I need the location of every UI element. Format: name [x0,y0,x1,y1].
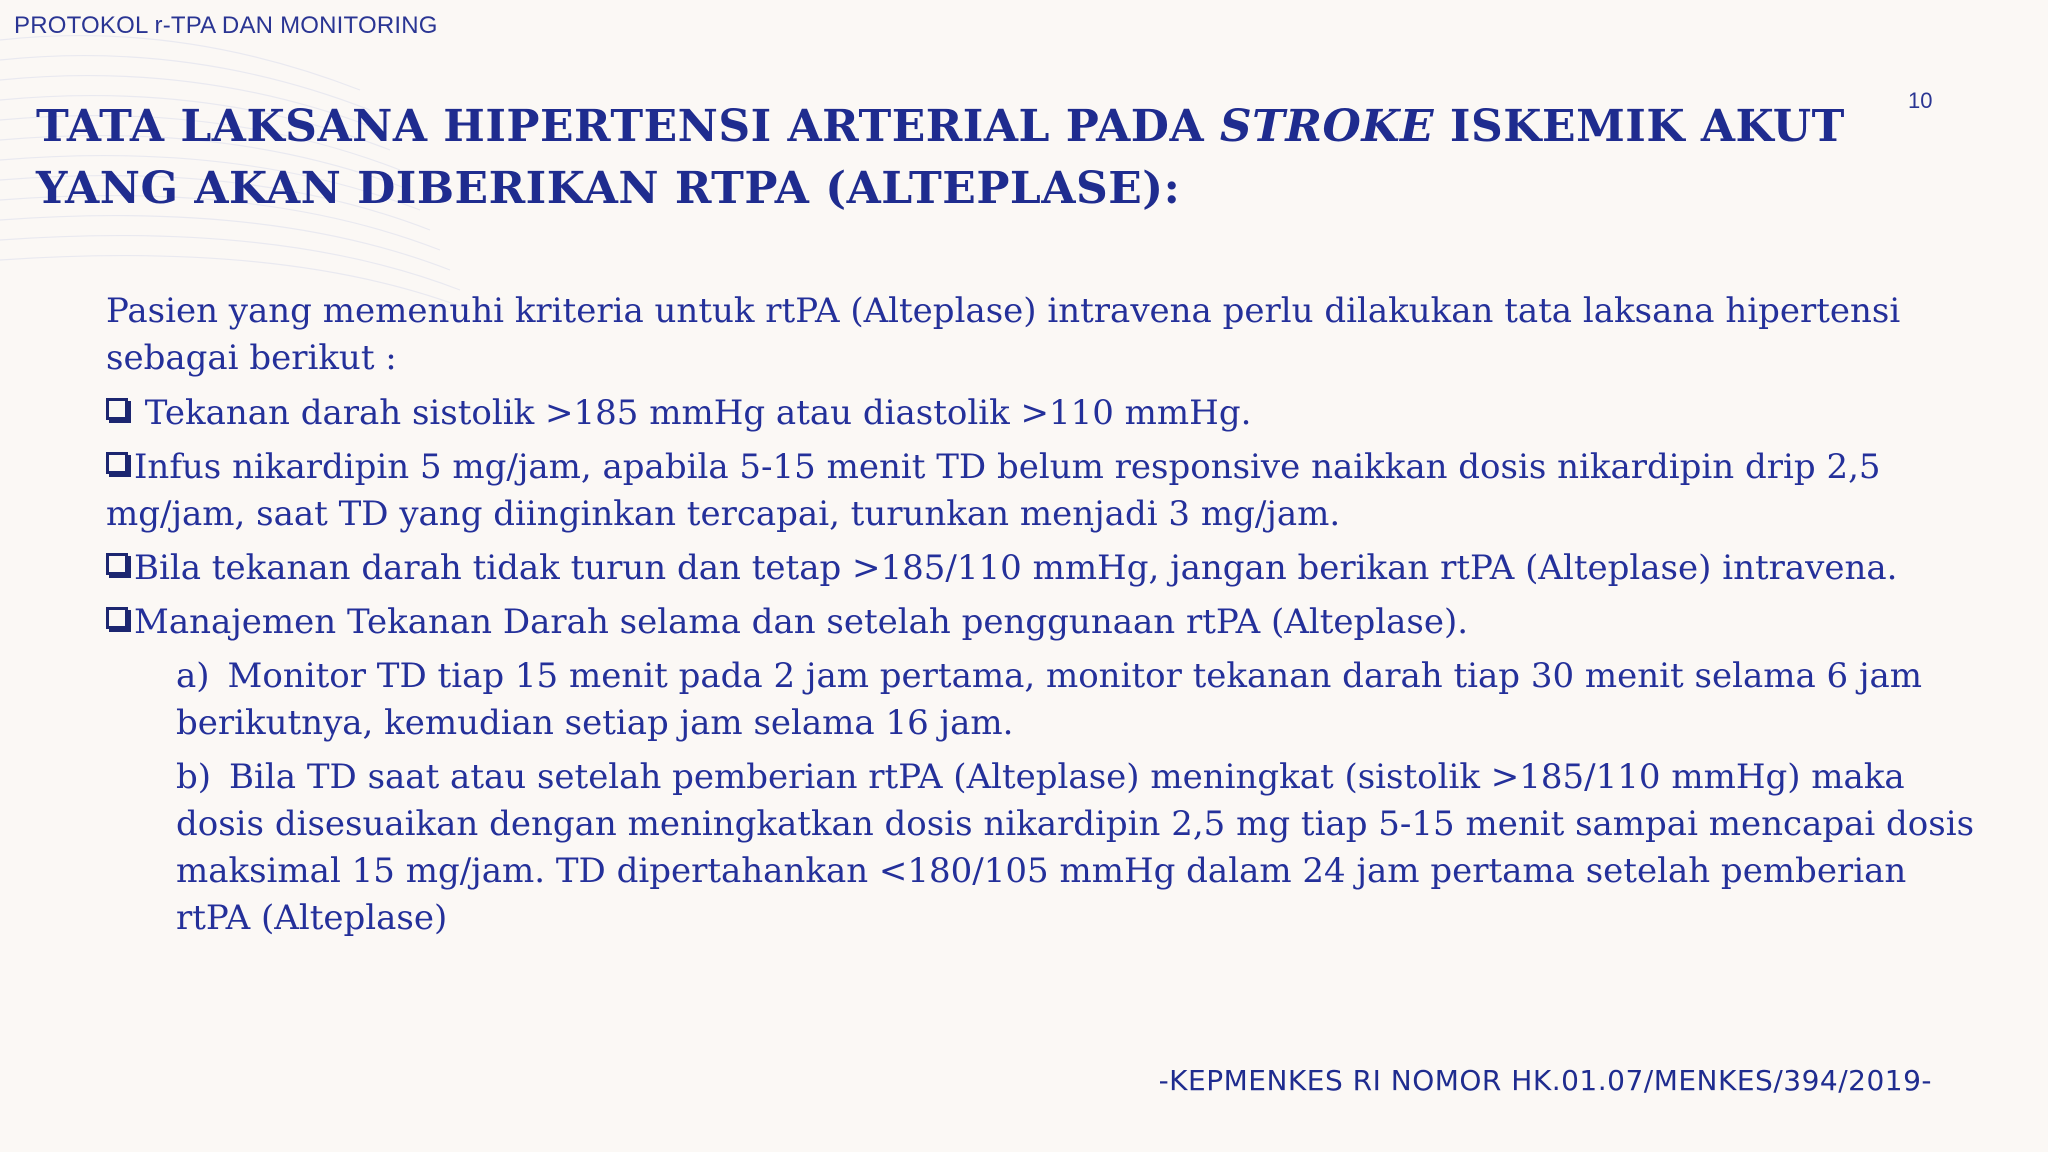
sub-item-a [176,653,1986,747]
sub-item-letter: b) [176,757,212,797]
sub-item-text: Bila TD saat atau setelah pemberian rtPA (Alteplase) meningkat (sistolik >185/110 mmHg) maka dosis disesuaikan dengan meningkatkan dosis nikardipin 2,5 mg tiap 5-15 menit sampai mencapai dosis maksimal 15 mg/jam. TD dipertahankan <180/105 mmHg dalam 24 jam pertama setelah pemberian rtPA (Alteplase) [176,757,1975,938]
sub-item-b [176,754,1986,942]
checkbox-bullet-icon [106,452,128,474]
title-line2: YANG AKAN DIBERIKAN RTPA (ALTEPLASE): [36,163,1181,214]
checkbox-bullet-icon [106,553,128,575]
title-line1-part1: TATA LAKSANA HIPERTENSI ARTERIAL PADA [36,101,1220,152]
bullet-item [106,444,1986,538]
sub-item-text: Monitor TD tiap 15 menit pada 2 jam pertama, monitor tekanan darah tiap 30 menit selama 6 jam berikutnya, kemudian setiap jam selama 16 jam. [176,656,1923,743]
bullet-text: Infus nikardipin 5 mg/jam, apabila 5-15 menit TD belum responsive naikkan dosis nikardipin drip 2,5 mg/jam, saat TD yang diinginkan tercapai, turunkan menjadi 3 mg/jam. [106,447,1881,534]
title-line1-italic: STROKE [1219,101,1435,152]
intro-paragraph: Pasien yang memenuhi kriteria untuk rtPA (Alteplase) intravena perlu dilakukan tata laksana hipertensi sebagai berikut : [106,291,1901,378]
source-citation: -KEPMENKES RI NOMOR HK.01.07/MENKES/394/2019- [1158,1064,1932,1097]
title-line1-part2: ISKEMIK AKUT [1434,101,1845,152]
bullet-item [106,390,1986,437]
sub-item-letter: a) [176,656,210,696]
checkbox-bullet-icon [106,607,128,629]
bullet-text: Manajemen Tekanan Darah selama dan setelah penggunaan rtPA (Alteplase). [134,602,1469,642]
bullet-text: Bila tekanan darah tidak turun dan tetap >185/110 mmHg, jangan berikan rtPA (Alteplase) intravena. [134,548,1898,588]
checkbox-bullet-icon [106,398,128,420]
slide-number: 10 [1908,88,1933,113]
bullet-text: Tekanan darah sistolik >185 mmHg atau diastolik >110 mmHg. [134,393,1252,433]
slide-title [36,96,1996,220]
presentation-header-label: PROTOKOL r-TPA DAN MONITORING [14,12,438,39]
bullet-item [106,599,1986,646]
bullet-item [106,545,1986,592]
slide-body [106,288,1986,949]
